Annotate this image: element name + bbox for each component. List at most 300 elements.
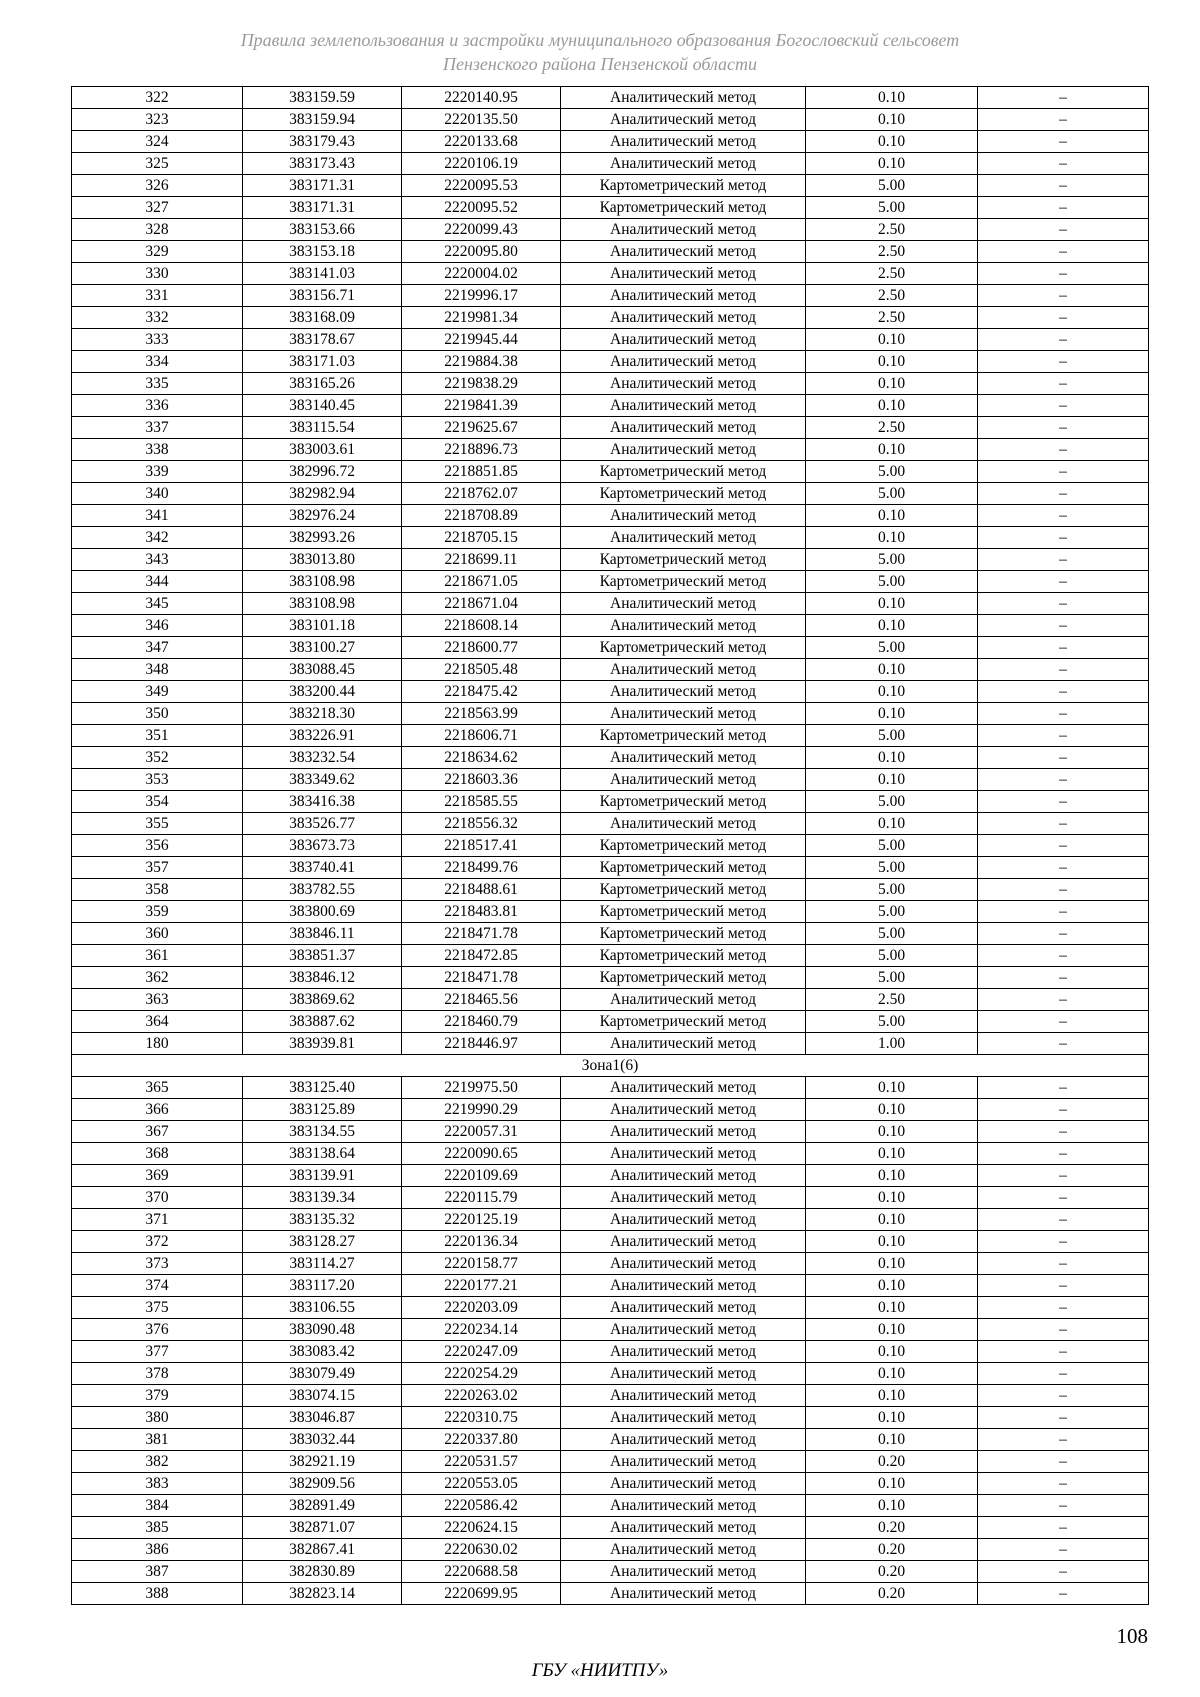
cell-point-number: 341 (72, 505, 243, 527)
table-row (72, 109, 1149, 131)
cell-accuracy: 5.00 (806, 725, 978, 747)
cell-accuracy: 0.10 (806, 1495, 978, 1517)
cell-coord-x: 383032.44 (243, 1429, 402, 1451)
cell-method: Аналитический метод (561, 615, 806, 637)
cell-method: Аналитический метод (561, 1077, 806, 1099)
cell-coord-y: 2220688.58 (402, 1561, 561, 1583)
cell-coord-x: 382996.72 (243, 461, 402, 483)
cell-accuracy: 0.10 (806, 1165, 978, 1187)
cell-accuracy: 0.10 (806, 1187, 978, 1209)
cell-point-number: 365 (72, 1077, 243, 1099)
cell-coord-x: 383159.94 (243, 109, 402, 131)
cell-point-number: 332 (72, 307, 243, 329)
table-row (72, 87, 1149, 109)
cell-method: Аналитический метод (561, 87, 806, 109)
cell-coord-y: 2220203.09 (402, 1297, 561, 1319)
cell-accuracy: 0.20 (806, 1539, 978, 1561)
table-row (72, 1099, 1149, 1121)
section-row (72, 1055, 1149, 1077)
cell-note: – (978, 923, 1149, 945)
cell-coord-x: 383171.31 (243, 175, 402, 197)
cell-point-number: 326 (72, 175, 243, 197)
cell-note: – (978, 945, 1149, 967)
cell-coord-y: 2220263.02 (402, 1385, 561, 1407)
table-row (72, 615, 1149, 637)
cell-method: Картометрический метод (561, 175, 806, 197)
cell-coord-y: 2218851.85 (402, 461, 561, 483)
cell-point-number: 380 (72, 1407, 243, 1429)
table-row (72, 505, 1149, 527)
cell-note: – (978, 263, 1149, 285)
cell-method: Картометрический метод (561, 901, 806, 923)
table-row (72, 307, 1149, 329)
cell-accuracy: 0.20 (806, 1517, 978, 1539)
cell-accuracy: 5.00 (806, 637, 978, 659)
cell-coord-x: 383153.18 (243, 241, 402, 263)
cell-accuracy: 0.10 (806, 1319, 978, 1341)
cell-note: – (978, 1341, 1149, 1363)
cell-note: – (978, 1209, 1149, 1231)
cell-point-number: 335 (72, 373, 243, 395)
cell-coord-x: 383100.27 (243, 637, 402, 659)
cell-coord-x: 383156.71 (243, 285, 402, 307)
table-row (72, 1583, 1149, 1605)
table-row (72, 153, 1149, 175)
table-row (72, 1363, 1149, 1385)
cell-coord-y: 2219945.44 (402, 329, 561, 351)
cell-accuracy: 5.00 (806, 175, 978, 197)
cell-coord-x: 383178.67 (243, 329, 402, 351)
cell-coord-x: 383159.59 (243, 87, 402, 109)
cell-coord-y: 2220004.02 (402, 263, 561, 285)
cell-method: Картометрический метод (561, 923, 806, 945)
cell-method: Аналитический метод (561, 109, 806, 131)
cell-method: Картометрический метод (561, 571, 806, 593)
cell-point-number: 337 (72, 417, 243, 439)
cell-method: Аналитический метод (561, 373, 806, 395)
cell-accuracy: 0.10 (806, 1363, 978, 1385)
cell-coord-x: 383101.18 (243, 615, 402, 637)
cell-accuracy: 0.10 (806, 527, 978, 549)
cell-accuracy: 0.10 (806, 439, 978, 461)
cell-coord-y: 2220177.21 (402, 1275, 561, 1297)
table-row (72, 285, 1149, 307)
cell-point-number: 366 (72, 1099, 243, 1121)
table-row (72, 417, 1149, 439)
cell-method: Аналитический метод (561, 1407, 806, 1429)
cell-point-number: 346 (72, 615, 243, 637)
cell-coord-x: 383117.20 (243, 1275, 402, 1297)
table-row (72, 1561, 1149, 1583)
table-row (72, 241, 1149, 263)
cell-method: Картометрический метод (561, 637, 806, 659)
cell-coord-x: 383179.43 (243, 131, 402, 153)
cell-accuracy: 0.10 (806, 153, 978, 175)
cell-coord-x: 383074.15 (243, 1385, 402, 1407)
cell-coord-y: 2220247.09 (402, 1341, 561, 1363)
cell-point-number: 375 (72, 1297, 243, 1319)
cell-coord-y: 2218699.11 (402, 549, 561, 571)
cell-coord-y: 2218556.32 (402, 813, 561, 835)
table-row (72, 901, 1149, 923)
cell-point-number: 345 (72, 593, 243, 615)
cell-accuracy: 2.50 (806, 241, 978, 263)
table-row (72, 791, 1149, 813)
table-row (72, 703, 1149, 725)
cell-note: – (978, 1275, 1149, 1297)
cell-coord-y: 2218505.48 (402, 659, 561, 681)
cell-coord-y: 2220109.69 (402, 1165, 561, 1187)
table-row (72, 1495, 1149, 1517)
cell-note: – (978, 615, 1149, 637)
cell-method: Аналитический метод (561, 1231, 806, 1253)
cell-coord-y: 2220095.53 (402, 175, 561, 197)
cell-note: – (978, 747, 1149, 769)
cell-note: – (978, 109, 1149, 131)
table-row (72, 1473, 1149, 1495)
cell-note: – (978, 571, 1149, 593)
cell-method: Аналитический метод (561, 351, 806, 373)
cell-coord-x: 383851.37 (243, 945, 402, 967)
table-row (72, 1011, 1149, 1033)
cell-note: – (978, 813, 1149, 835)
table-row (72, 769, 1149, 791)
cell-coord-y: 2220310.75 (402, 1407, 561, 1429)
cell-point-number: 379 (72, 1385, 243, 1407)
cell-note: – (978, 1165, 1149, 1187)
cell-coord-y: 2220624.15 (402, 1517, 561, 1539)
table-row (72, 681, 1149, 703)
cell-note: – (978, 351, 1149, 373)
cell-method: Аналитический метод (561, 417, 806, 439)
cell-accuracy: 5.00 (806, 483, 978, 505)
cell-coord-y: 2220099.43 (402, 219, 561, 241)
cell-note: – (978, 241, 1149, 263)
cell-note: – (978, 1473, 1149, 1495)
cell-point-number: 364 (72, 1011, 243, 1033)
cell-coord-x: 383083.42 (243, 1341, 402, 1363)
cell-coord-y: 2220135.50 (402, 109, 561, 131)
cell-note: – (978, 153, 1149, 175)
cell-method: Аналитический метод (561, 1495, 806, 1517)
cell-accuracy: 0.10 (806, 813, 978, 835)
table-row (72, 1275, 1149, 1297)
cell-accuracy: 0.10 (806, 1077, 978, 1099)
cell-point-number: 334 (72, 351, 243, 373)
cell-note: – (978, 967, 1149, 989)
cell-accuracy: 0.10 (806, 703, 978, 725)
cell-coord-y: 2219841.39 (402, 395, 561, 417)
cell-accuracy: 2.50 (806, 285, 978, 307)
cell-accuracy: 0.10 (806, 1275, 978, 1297)
cell-coord-y: 2218475.42 (402, 681, 561, 703)
cell-accuracy: 5.00 (806, 1011, 978, 1033)
cell-coord-x: 383013.80 (243, 549, 402, 571)
cell-coord-y: 2218606.71 (402, 725, 561, 747)
cell-coord-x: 383171.03 (243, 351, 402, 373)
cell-coord-x: 382891.49 (243, 1495, 402, 1517)
cell-accuracy: 0.10 (806, 1209, 978, 1231)
cell-method: Картометрический метод (561, 967, 806, 989)
cell-note: – (978, 527, 1149, 549)
cell-coord-y: 2218446.97 (402, 1033, 561, 1055)
table-row (72, 1187, 1149, 1209)
cell-coord-y: 2220234.14 (402, 1319, 561, 1341)
cell-accuracy: 0.10 (806, 681, 978, 703)
cell-point-number: 348 (72, 659, 243, 681)
cell-coord-x: 383088.45 (243, 659, 402, 681)
cell-accuracy: 0.10 (806, 747, 978, 769)
cell-coord-x: 383846.11 (243, 923, 402, 945)
section-title: Зона1(6) (72, 1055, 1149, 1077)
cell-coord-x: 383349.62 (243, 769, 402, 791)
cell-point-number: 387 (72, 1561, 243, 1583)
cell-accuracy: 0.10 (806, 1297, 978, 1319)
cell-note: – (978, 329, 1149, 351)
cell-coord-x: 382982.94 (243, 483, 402, 505)
cell-method: Аналитический метод (561, 681, 806, 703)
cell-coord-x: 383218.30 (243, 703, 402, 725)
cell-coord-x: 383173.43 (243, 153, 402, 175)
cell-point-number: 372 (72, 1231, 243, 1253)
cell-point-number: 347 (72, 637, 243, 659)
cell-point-number: 343 (72, 549, 243, 571)
header-line-1: Правила землепользования и застройки муниципального образования Богословский сельсовет (240, 30, 960, 50)
cell-coord-x: 382867.41 (243, 1539, 402, 1561)
cell-note: – (978, 1561, 1149, 1583)
cell-coord-y: 2219996.17 (402, 285, 561, 307)
cell-coord-y: 2220699.95 (402, 1583, 561, 1605)
table-row (72, 1121, 1149, 1143)
table-row (72, 1231, 1149, 1253)
table-row (72, 835, 1149, 857)
footer-organization: ГБУ «НИИТПУ» (531, 1660, 669, 1681)
cell-point-number: 355 (72, 813, 243, 835)
cell-note: – (978, 1297, 1149, 1319)
cell-note: – (978, 505, 1149, 527)
cell-note: – (978, 461, 1149, 483)
table-row (72, 989, 1149, 1011)
cell-note: – (978, 483, 1149, 505)
cell-accuracy: 0.10 (806, 109, 978, 131)
cell-note: – (978, 1407, 1149, 1429)
table-row (72, 483, 1149, 505)
cell-point-number: 361 (72, 945, 243, 967)
cell-method: Аналитический метод (561, 1187, 806, 1209)
cell-point-number: 340 (72, 483, 243, 505)
cell-note: – (978, 285, 1149, 307)
cell-note: – (978, 373, 1149, 395)
cell-accuracy: 0.10 (806, 1253, 978, 1275)
cell-note: – (978, 395, 1149, 417)
cell-accuracy: 0.10 (806, 769, 978, 791)
cell-note: – (978, 593, 1149, 615)
cell-coord-y: 2218705.15 (402, 527, 561, 549)
cell-method: Аналитический метод (561, 131, 806, 153)
cell-coord-y: 2220115.79 (402, 1187, 561, 1209)
cell-note: – (978, 857, 1149, 879)
cell-method: Аналитический метод (561, 1539, 806, 1561)
cell-coord-y: 2219990.29 (402, 1099, 561, 1121)
cell-coord-x: 383846.12 (243, 967, 402, 989)
table-row (72, 813, 1149, 835)
cell-point-number: 358 (72, 879, 243, 901)
cell-coord-x: 383416.38 (243, 791, 402, 813)
cell-point-number: 322 (72, 87, 243, 109)
table-row (72, 967, 1149, 989)
cell-method: Аналитический метод (561, 1209, 806, 1231)
cell-method: Аналитический метод (561, 813, 806, 835)
cell-point-number: 357 (72, 857, 243, 879)
cell-note: – (978, 1363, 1149, 1385)
table-row (72, 439, 1149, 461)
cell-accuracy: 0.10 (806, 351, 978, 373)
cell-coord-x: 383125.89 (243, 1099, 402, 1121)
cell-coord-x: 383138.64 (243, 1143, 402, 1165)
cell-method: Аналитический метод (561, 527, 806, 549)
cell-point-number: 371 (72, 1209, 243, 1231)
cell-coord-y: 2218472.85 (402, 945, 561, 967)
cell-coord-y: 2220090.65 (402, 1143, 561, 1165)
table-row (72, 1297, 1149, 1319)
cell-accuracy: 5.00 (806, 967, 978, 989)
cell-point-number: 382 (72, 1451, 243, 1473)
cell-method: Аналитический метод (561, 1033, 806, 1055)
cell-note: – (978, 1517, 1149, 1539)
cell-point-number: 349 (72, 681, 243, 703)
cell-method: Картометрический метод (561, 857, 806, 879)
cell-note: – (978, 1033, 1149, 1055)
cell-coord-x: 383673.73 (243, 835, 402, 857)
cell-accuracy: 0.10 (806, 1473, 978, 1495)
cell-accuracy: 2.50 (806, 417, 978, 439)
cell-accuracy: 2.50 (806, 219, 978, 241)
coordinates-table (71, 86, 1149, 1605)
cell-note: – (978, 835, 1149, 857)
cell-note: – (978, 175, 1149, 197)
cell-note: – (978, 1121, 1149, 1143)
cell-accuracy: 2.50 (806, 307, 978, 329)
cell-coord-x: 383079.49 (243, 1363, 402, 1385)
cell-method: Аналитический метод (561, 1561, 806, 1583)
cell-coord-x: 383108.98 (243, 593, 402, 615)
table-row (72, 725, 1149, 747)
document-header (72, 28, 1128, 76)
cell-method: Картометрический метод (561, 879, 806, 901)
table-row (72, 351, 1149, 373)
table-row (72, 1517, 1149, 1539)
table-row (72, 1385, 1149, 1407)
table-row (72, 857, 1149, 879)
cell-accuracy: 0.10 (806, 505, 978, 527)
cell-coord-x: 383046.87 (243, 1407, 402, 1429)
cell-method: Аналитический метод (561, 329, 806, 351)
cell-accuracy: 0.10 (806, 1099, 978, 1121)
table-row (72, 197, 1149, 219)
cell-point-number: 342 (72, 527, 243, 549)
cell-note: – (978, 197, 1149, 219)
cell-note: – (978, 549, 1149, 571)
cell-note: – (978, 1187, 1149, 1209)
cell-method: Аналитический метод (561, 505, 806, 527)
table-row (72, 1077, 1149, 1099)
cell-method: Аналитический метод (561, 747, 806, 769)
cell-method: Аналитический метод (561, 1099, 806, 1121)
table-row (72, 879, 1149, 901)
cell-accuracy: 5.00 (806, 835, 978, 857)
cell-accuracy: 5.00 (806, 549, 978, 571)
table-row (72, 1341, 1149, 1363)
cell-method: Аналитический метод (561, 989, 806, 1011)
cell-note: – (978, 725, 1149, 747)
cell-coord-x: 383128.27 (243, 1231, 402, 1253)
cell-method: Аналитический метод (561, 395, 806, 417)
cell-note: – (978, 1099, 1149, 1121)
cell-coord-x: 383125.40 (243, 1077, 402, 1099)
table-row (72, 747, 1149, 769)
cell-method: Аналитический метод (561, 1451, 806, 1473)
table-row (72, 461, 1149, 483)
cell-accuracy: 5.00 (806, 857, 978, 879)
cell-accuracy: 0.10 (806, 1341, 978, 1363)
cell-note: – (978, 219, 1149, 241)
cell-accuracy: 1.00 (806, 1033, 978, 1055)
cell-accuracy: 5.00 (806, 571, 978, 593)
cell-coord-x: 383139.91 (243, 1165, 402, 1187)
cell-method: Картометрический метод (561, 835, 806, 857)
cell-method: Аналитический метод (561, 1583, 806, 1605)
table-row (72, 1429, 1149, 1451)
cell-point-number: 352 (72, 747, 243, 769)
header-line-2: Пензенского района Пензенской области (442, 54, 758, 74)
cell-coord-y: 2220586.42 (402, 1495, 561, 1517)
cell-coord-y: 2220158.77 (402, 1253, 561, 1275)
cell-coord-x: 383115.54 (243, 417, 402, 439)
table-row (72, 1209, 1149, 1231)
table-row (72, 659, 1149, 681)
table-row (72, 1407, 1149, 1429)
cell-coord-y: 2218603.36 (402, 769, 561, 791)
cell-method: Картометрический метод (561, 197, 806, 219)
cell-coord-x: 383800.69 (243, 901, 402, 923)
cell-point-number: 180 (72, 1033, 243, 1055)
cell-point-number: 368 (72, 1143, 243, 1165)
coordinates-table-body (72, 87, 1149, 1605)
cell-note: – (978, 1539, 1149, 1561)
cell-note: – (978, 1011, 1149, 1033)
cell-method: Аналитический метод (561, 1253, 806, 1275)
cell-coord-x: 383141.03 (243, 263, 402, 285)
cell-coord-y: 2218608.14 (402, 615, 561, 637)
cell-coord-y: 2218585.55 (402, 791, 561, 813)
cell-note: – (978, 989, 1149, 1011)
cell-accuracy: 5.00 (806, 901, 978, 923)
cell-method: Аналитический метод (561, 593, 806, 615)
cell-coord-x: 383887.62 (243, 1011, 402, 1033)
cell-note: – (978, 791, 1149, 813)
cell-coord-x: 383114.27 (243, 1253, 402, 1275)
table-row (72, 571, 1149, 593)
cell-note: – (978, 439, 1149, 461)
cell-coord-x: 383165.26 (243, 373, 402, 395)
cell-method: Картометрический метод (561, 1011, 806, 1033)
cell-point-number: 328 (72, 219, 243, 241)
cell-coord-y: 2218671.05 (402, 571, 561, 593)
cell-point-number: 381 (72, 1429, 243, 1451)
cell-method: Аналитический метод (561, 1429, 806, 1451)
cell-method: Аналитический метод (561, 241, 806, 263)
cell-accuracy: 0.10 (806, 659, 978, 681)
